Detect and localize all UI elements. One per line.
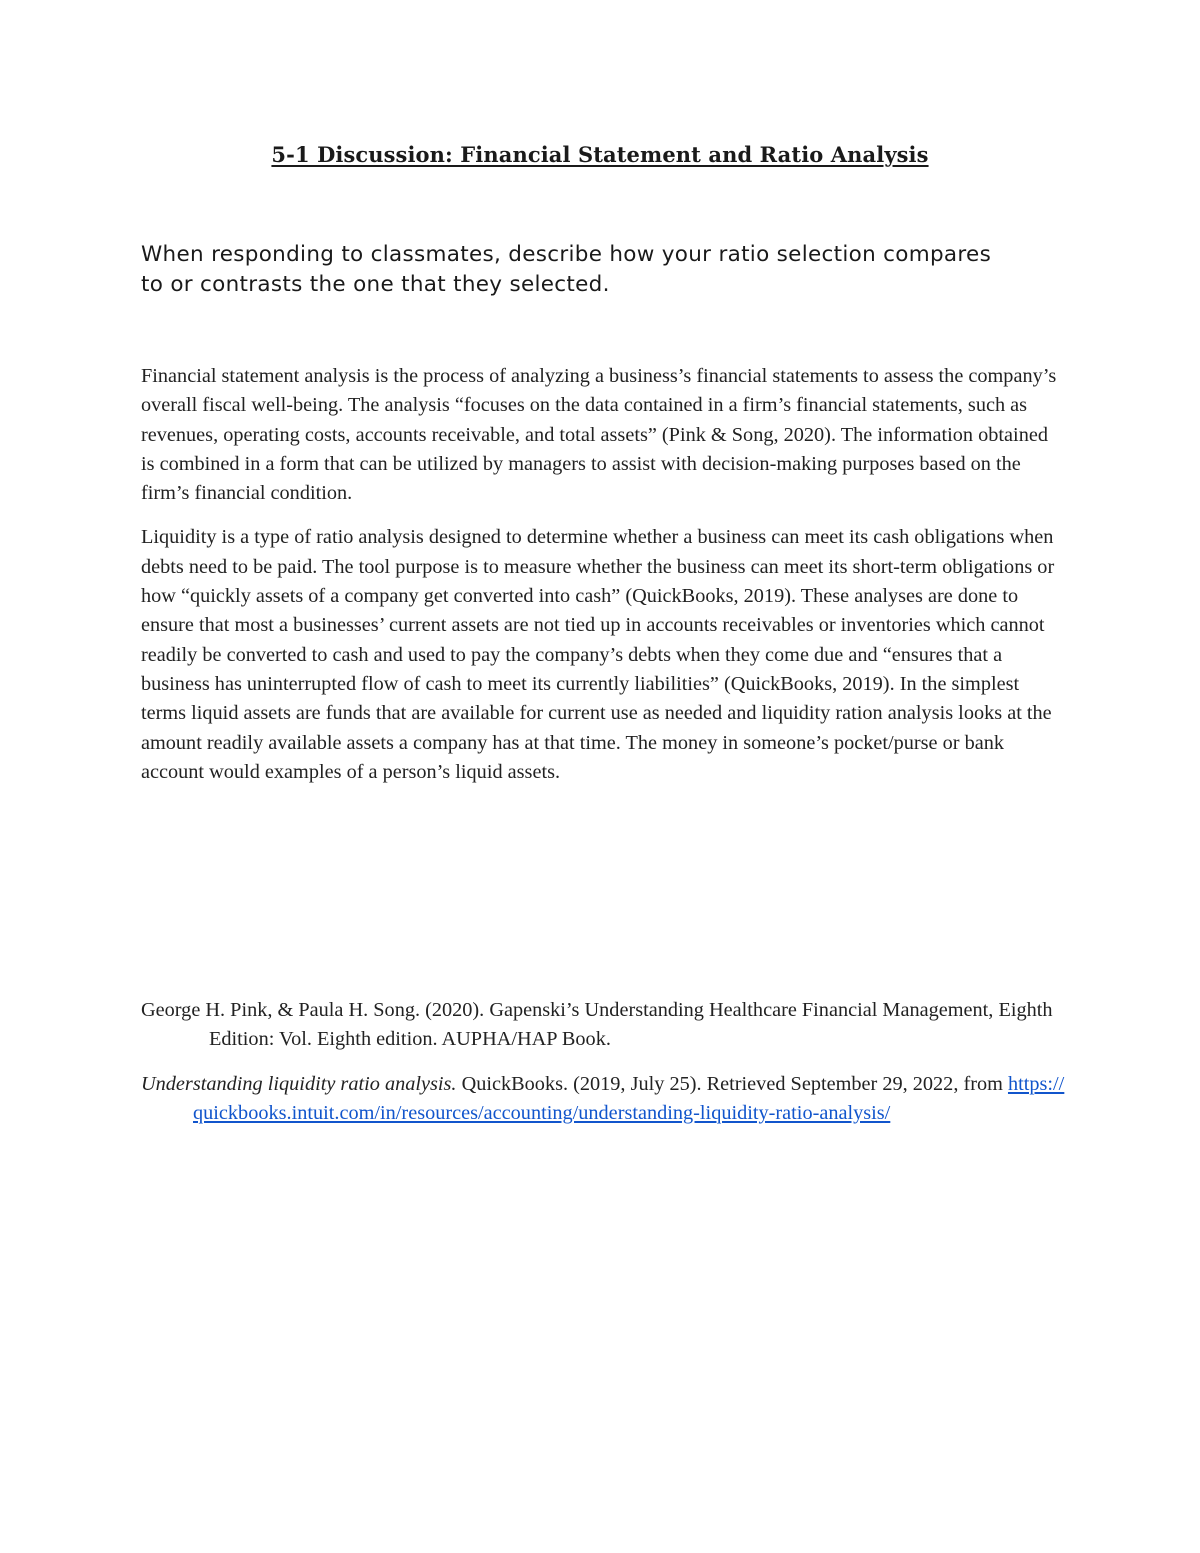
- document-body: [141, 362, 1066, 802]
- body-paragraph: Liquidity is a type of ratio analysis designed to determine whether a business can meet its cash obligations when debts need to be paid. The tool purpose is to measure whether the business can meet its short-term obligations or how “quickly assets of a company get converted into cash” (QuickBooks, 2019). These analyses are done to ensure that most a businesses’ current assets are not tied up in accounts receivables or inventories which cannot readily be converted to cash and used to pay the company’s debts when they come due and “ensures that a business has uninterrupted flow of cash to meet its currently liabilities” (QuickBooks, 2019). In the simplest terms liquid assets are funds that are available for current use as needed and liquidity ration analysis looks at the amount readily available assets a company has at that time. The money in someone’s pocket/purse or bank account would examples of a person’s liquid assets.: [141, 526, 1055, 783]
- reference-text: George H. Pink, & Paula H. Song. (2020). Gapenski’s Understanding Healthcare Financial Management, Eighth Edition: Vol. Eighth edition. AUPHA/HAP Book.: [141, 999, 1053, 1051]
- reference-link[interactable]: https://quickbooks.intuit.com/in/resources/accounting/understanding-liquidity-ratio-analysis/: [193, 1072, 1065, 1124]
- reference-title: Understanding liquidity ratio analysis.: [141, 1072, 457, 1095]
- reference-text: QuickBooks. (2019, July 25). Retrieved September 29, 2022, from: [456, 1072, 1008, 1095]
- references-section: [141, 996, 1066, 1143]
- reference-entry: [141, 1070, 1066, 1129]
- document-title: 5-1 Discussion: Financial Statement and Ratio Analysis: [271, 142, 929, 167]
- reference-entry: [141, 996, 1066, 1055]
- body-paragraph: Financial statement analysis is the process of analyzing a business’s financial statements to assess the company’s overall fiscal well-being. The analysis “focuses on the data contained in a firm’s financial statements, such as revenues, operating costs, accounts receivable, and total assets” (Pink & Song, 2020). The information obtained is combined in a form that can be utilized by managers to assist with decision-making purposes based on the firm’s financial condition.: [141, 365, 1057, 505]
- discussion-prompt: When responding to classmates, describe how your ratio selection compares to or contrasts the one that they selected.: [141, 242, 992, 297]
